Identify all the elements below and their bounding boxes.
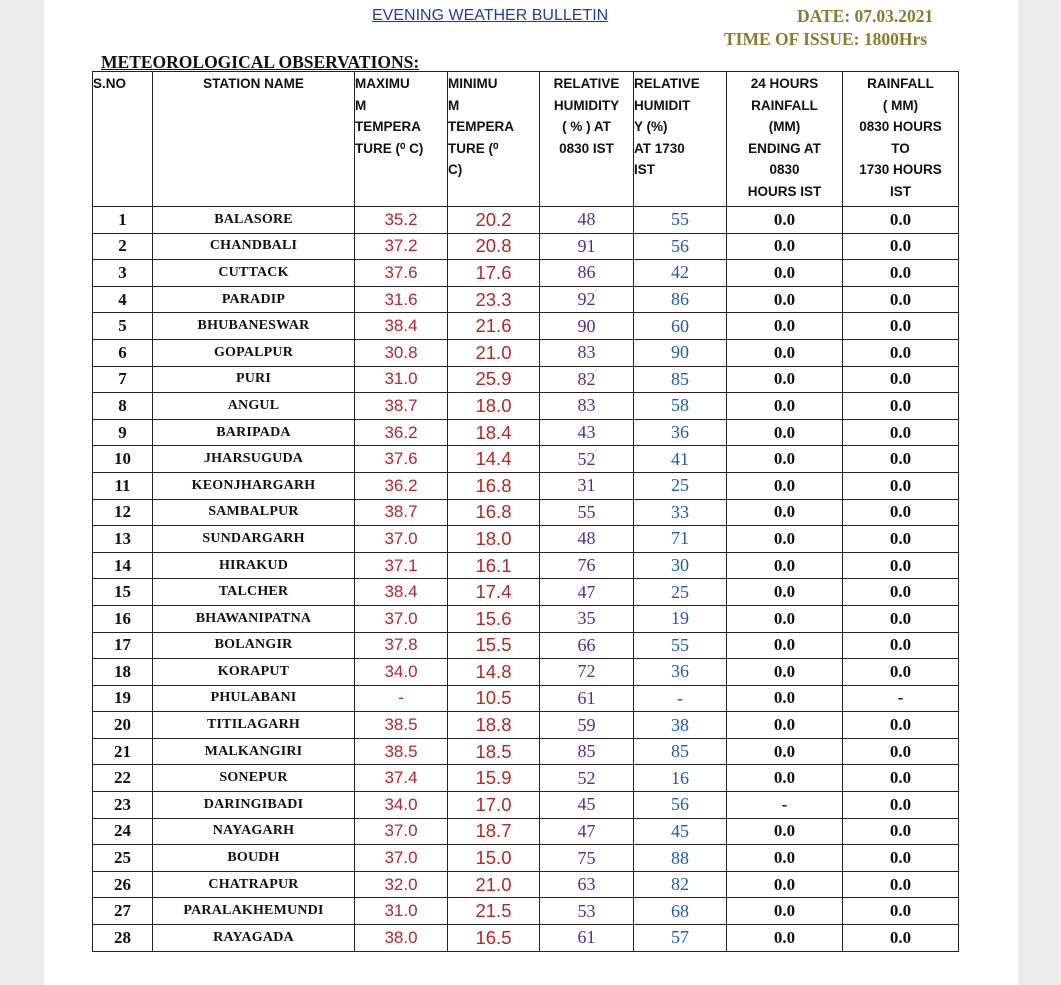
cell-max-temp: 37.4 xyxy=(355,765,448,792)
cell-day-rainfall: 0.0 xyxy=(843,659,959,686)
header-line: 0830 xyxy=(769,162,800,178)
header-line: 0830 IST xyxy=(559,140,614,156)
header-line: HOURS IST xyxy=(747,183,822,199)
header-line: IST xyxy=(634,162,656,178)
cell-day-rainfall: 0.0 xyxy=(843,526,959,553)
header-line: HUMIDITY xyxy=(553,97,620,113)
cell-max-temp: 38.0 xyxy=(355,925,448,952)
cell-max-temp: 37.6 xyxy=(355,260,448,287)
cell-day-rainfall: - xyxy=(843,685,959,712)
cell-max-temp: 37.2 xyxy=(355,233,448,260)
cell-rh-0830: 83 xyxy=(540,339,634,366)
cell-rh-0830: 52 xyxy=(540,446,634,473)
cell-rh-1730: 58 xyxy=(634,393,727,420)
header-line: C) xyxy=(448,162,463,178)
cell-max-temp: 37.0 xyxy=(355,526,448,553)
header-max-temp xyxy=(355,72,448,207)
cell-station-name: JHARSUGUDA xyxy=(153,446,355,473)
cell-rh-0830: 52 xyxy=(540,765,634,792)
table-row xyxy=(93,313,959,340)
cell-min-temp: 15.6 xyxy=(448,605,540,632)
cell-station-name: KORAPUT xyxy=(153,659,355,686)
cell-sno: 20 xyxy=(93,712,153,739)
cell-sno: 17 xyxy=(93,632,153,659)
header-line: M xyxy=(448,97,460,113)
cell-day-rainfall: 0.0 xyxy=(843,260,959,287)
cell-sno: 28 xyxy=(93,925,153,952)
cell-min-temp: 20.8 xyxy=(448,233,540,260)
header-line: MINIMU xyxy=(448,76,498,91)
header-line: TEMPERA xyxy=(448,119,515,135)
cell-station-name: SUNDARGARH xyxy=(153,526,355,553)
cell-sno: 3 xyxy=(93,260,153,287)
header-day-rainfall xyxy=(843,72,959,207)
cell-day-rainfall: 0.0 xyxy=(843,792,959,819)
cell-rh-0830: 63 xyxy=(540,871,634,898)
cell-24h-rainfall: 0.0 xyxy=(727,499,843,526)
cell-max-temp: 38.7 xyxy=(355,499,448,526)
cell-min-temp: 21.5 xyxy=(448,898,540,925)
cell-max-temp: 31.0 xyxy=(355,898,448,925)
cell-station-name: CHATRAPUR xyxy=(153,871,355,898)
cell-station-name: SAMBALPUR xyxy=(153,499,355,526)
table-row xyxy=(93,366,959,393)
cell-24h-rainfall: 0.0 xyxy=(727,552,843,579)
header-line: Y (%) xyxy=(634,119,668,135)
cell-rh-0830: 91 xyxy=(540,233,634,260)
cell-24h-rainfall: 0.0 xyxy=(727,579,843,606)
cell-24h-rainfall: 0.0 xyxy=(727,207,843,234)
header-line: TURE (⁰ C) xyxy=(355,140,424,156)
cell-rh-0830: 75 xyxy=(540,845,634,872)
cell-rh-0830: 48 xyxy=(540,526,634,553)
cell-24h-rainfall: 0.0 xyxy=(727,925,843,952)
cell-sno: 12 xyxy=(93,499,153,526)
cell-24h-rainfall: 0.0 xyxy=(727,286,843,313)
table-row xyxy=(93,526,959,553)
cell-min-temp: 15.0 xyxy=(448,845,540,872)
table-row xyxy=(93,446,959,473)
cell-station-name: KEONJHARGARH xyxy=(153,472,355,499)
cell-day-rainfall: 0.0 xyxy=(843,552,959,579)
cell-rh-1730: 57 xyxy=(634,925,727,952)
cell-max-temp: 37.0 xyxy=(355,845,448,872)
cell-rh-1730: 19 xyxy=(634,605,727,632)
time-of-issue: TIME OF ISSUE: 1800Hrs xyxy=(724,29,928,49)
cell-rh-0830: 82 xyxy=(540,366,634,393)
cell-max-temp: 32.0 xyxy=(355,871,448,898)
cell-min-temp: 21.0 xyxy=(448,339,540,366)
cell-rh-1730: 88 xyxy=(634,845,727,872)
cell-day-rainfall: 0.0 xyxy=(843,579,959,606)
cell-24h-rainfall: 0.0 xyxy=(727,313,843,340)
cell-rh-0830: 35 xyxy=(540,605,634,632)
section-title: METEOROLOGICAL OBSERVATIONS: xyxy=(101,52,420,72)
cell-day-rainfall: 0.0 xyxy=(843,738,959,765)
observations-table xyxy=(92,71,959,952)
cell-rh-1730: 56 xyxy=(634,233,727,260)
cell-day-rainfall: 0.0 xyxy=(843,393,959,420)
cell-rh-1730: 25 xyxy=(634,579,727,606)
cell-rh-1730: 86 xyxy=(634,286,727,313)
cell-rh-1730: 55 xyxy=(634,632,727,659)
cell-min-temp: 21.0 xyxy=(448,871,540,898)
cell-sno: 14 xyxy=(93,552,153,579)
cell-24h-rainfall: 0.0 xyxy=(727,871,843,898)
table-row xyxy=(93,685,959,712)
header-24h-rainfall xyxy=(727,72,843,207)
cell-rh-1730: 30 xyxy=(634,552,727,579)
table-row xyxy=(93,765,959,792)
bulletin-title: EVENING WEATHER BULLETIN xyxy=(372,7,609,24)
cell-station-name: CHANDBALI xyxy=(153,233,355,260)
cell-rh-0830: 43 xyxy=(540,419,634,446)
cell-min-temp: 18.0 xyxy=(448,526,540,553)
cell-min-temp: 14.8 xyxy=(448,659,540,686)
cell-rh-0830: 31 xyxy=(540,472,634,499)
cell-sno: 11 xyxy=(93,472,153,499)
cell-max-temp: 35.2 xyxy=(355,207,448,234)
cell-24h-rainfall: 0.0 xyxy=(727,898,843,925)
header-line: M xyxy=(355,97,367,113)
cell-day-rainfall: 0.0 xyxy=(843,313,959,340)
cell-24h-rainfall: 0.0 xyxy=(727,632,843,659)
header-line: ENDING AT xyxy=(748,140,821,156)
cell-rh-1730: 38 xyxy=(634,712,727,739)
header-min-temp xyxy=(448,72,540,207)
cell-min-temp: 18.4 xyxy=(448,419,540,446)
header-line: AT 1730 xyxy=(634,140,685,156)
cell-station-name: BOLANGIR xyxy=(153,632,355,659)
header-line: HUMIDIT xyxy=(634,97,691,113)
cell-day-rainfall: 0.0 xyxy=(843,286,959,313)
cell-max-temp: 37.8 xyxy=(355,632,448,659)
table-row xyxy=(93,393,959,420)
cell-min-temp: 16.1 xyxy=(448,552,540,579)
cell-day-rainfall: 0.0 xyxy=(843,446,959,473)
cell-24h-rainfall: 0.0 xyxy=(727,605,843,632)
table-row xyxy=(93,898,959,925)
cell-station-name: GOPALPUR xyxy=(153,339,355,366)
cell-rh-0830: 55 xyxy=(540,499,634,526)
cell-sno: 10 xyxy=(93,446,153,473)
cell-station-name: PARALAKHEMUNDI xyxy=(153,898,355,925)
cell-station-name: PHULABANI xyxy=(153,685,355,712)
cell-day-rainfall: 0.0 xyxy=(843,632,959,659)
cell-sno: 19 xyxy=(93,685,153,712)
cell-max-temp: 38.4 xyxy=(355,313,448,340)
cell-min-temp: 23.3 xyxy=(448,286,540,313)
cell-rh-1730: 41 xyxy=(634,446,727,473)
cell-rh-1730: 45 xyxy=(634,818,727,845)
cell-rh-0830: 66 xyxy=(540,632,634,659)
cell-sno: 6 xyxy=(93,339,153,366)
table-row xyxy=(93,871,959,898)
cell-day-rainfall: 0.0 xyxy=(843,898,959,925)
cell-24h-rainfall: 0.0 xyxy=(727,393,843,420)
cell-sno: 22 xyxy=(93,765,153,792)
cell-day-rainfall: 0.0 xyxy=(843,818,959,845)
cell-station-name: SONEPUR xyxy=(153,765,355,792)
cell-max-temp: 37.0 xyxy=(355,605,448,632)
cell-station-name: CUTTACK xyxy=(153,260,355,287)
cell-rh-1730: 36 xyxy=(634,419,727,446)
cell-sno: 5 xyxy=(93,313,153,340)
cell-min-temp: 18.7 xyxy=(448,818,540,845)
cell-24h-rainfall: 0.0 xyxy=(727,419,843,446)
cell-rh-1730: 82 xyxy=(634,871,727,898)
cell-rh-1730: 25 xyxy=(634,472,727,499)
cell-sno: 25 xyxy=(93,845,153,872)
cell-rh-0830: 47 xyxy=(540,818,634,845)
cell-max-temp: 37.6 xyxy=(355,446,448,473)
cell-24h-rainfall: 0.0 xyxy=(727,845,843,872)
cell-day-rainfall: 0.0 xyxy=(843,845,959,872)
cell-sno: 8 xyxy=(93,393,153,420)
cell-sno: 23 xyxy=(93,792,153,819)
cell-station-name: DARINGIBADI xyxy=(153,792,355,819)
cell-sno: 24 xyxy=(93,818,153,845)
table-row xyxy=(93,499,959,526)
cell-day-rainfall: 0.0 xyxy=(843,712,959,739)
cell-rh-0830: 59 xyxy=(540,712,634,739)
cell-sno: 7 xyxy=(93,366,153,393)
header-line: TEMPERA xyxy=(355,119,422,135)
cell-rh-1730: 71 xyxy=(634,526,727,553)
cell-min-temp: 18.0 xyxy=(448,393,540,420)
cell-day-rainfall: 0.0 xyxy=(843,765,959,792)
header-sno: S.NO xyxy=(93,72,153,207)
cell-sno: 26 xyxy=(93,871,153,898)
cell-rh-1730: 55 xyxy=(634,207,727,234)
cell-station-name: RAYAGADA xyxy=(153,925,355,952)
cell-station-name: BARIPADA xyxy=(153,419,355,446)
cell-max-temp: 31.6 xyxy=(355,286,448,313)
cell-rh-0830: 76 xyxy=(540,552,634,579)
table-row xyxy=(93,818,959,845)
table-row xyxy=(93,632,959,659)
header-line: ( MM) xyxy=(882,97,919,113)
cell-min-temp: 15.5 xyxy=(448,632,540,659)
header-line: RAINFALL xyxy=(751,97,818,113)
cell-24h-rainfall: 0.0 xyxy=(727,339,843,366)
cell-rh-1730: 85 xyxy=(634,738,727,765)
table-row xyxy=(93,472,959,499)
cell-max-temp: 38.5 xyxy=(355,712,448,739)
cell-rh-0830: 48 xyxy=(540,207,634,234)
cell-24h-rainfall: 0.0 xyxy=(727,738,843,765)
cell-rh-1730: 33 xyxy=(634,499,727,526)
table-row xyxy=(93,579,959,606)
cell-day-rainfall: 0.0 xyxy=(843,366,959,393)
cell-day-rainfall: 0.0 xyxy=(843,419,959,446)
cell-station-name: HIRAKUD xyxy=(153,552,355,579)
cell-sno: 18 xyxy=(93,659,153,686)
table-row xyxy=(93,339,959,366)
table-row xyxy=(93,207,959,234)
cell-day-rainfall: 0.0 xyxy=(843,339,959,366)
cell-min-temp: 16.8 xyxy=(448,499,540,526)
cell-sno: 13 xyxy=(93,526,153,553)
table-row xyxy=(93,605,959,632)
cell-rh-0830: 90 xyxy=(540,313,634,340)
cell-rh-0830: 83 xyxy=(540,393,634,420)
cell-min-temp: 20.2 xyxy=(448,207,540,234)
cell-day-rainfall: 0.0 xyxy=(843,207,959,234)
cell-max-temp: 38.4 xyxy=(355,579,448,606)
cell-min-temp: 17.6 xyxy=(448,260,540,287)
cell-day-rainfall: 0.0 xyxy=(843,472,959,499)
table-row xyxy=(93,260,959,287)
cell-station-name: NAYAGARH xyxy=(153,818,355,845)
header-line: 24 HOURS xyxy=(750,76,819,91)
cell-24h-rainfall: - xyxy=(727,792,843,819)
cell-24h-rainfall: 0.0 xyxy=(727,260,843,287)
cell-24h-rainfall: 0.0 xyxy=(727,818,843,845)
table-row xyxy=(93,552,959,579)
cell-rh-0830: 92 xyxy=(540,286,634,313)
cell-24h-rainfall: 0.0 xyxy=(727,446,843,473)
cell-min-temp: 10.5 xyxy=(448,685,540,712)
header-line: TURE (⁰ xyxy=(448,140,499,156)
cell-max-temp: 37.1 xyxy=(355,552,448,579)
cell-sno: 15 xyxy=(93,579,153,606)
cell-day-rainfall: 0.0 xyxy=(843,499,959,526)
cell-rh-0830: 72 xyxy=(540,659,634,686)
cell-max-temp: 37.0 xyxy=(355,818,448,845)
cell-rh-1730: 36 xyxy=(634,659,727,686)
cell-min-temp: 14.4 xyxy=(448,446,540,473)
cell-rh-0830: 53 xyxy=(540,898,634,925)
header-line: RELATIVE xyxy=(634,76,700,91)
table-row xyxy=(93,419,959,446)
cell-min-temp: 17.0 xyxy=(448,792,540,819)
table-row xyxy=(93,712,959,739)
cell-day-rainfall: 0.0 xyxy=(843,925,959,952)
cell-rh-0830: 47 xyxy=(540,579,634,606)
cell-sno: 16 xyxy=(93,605,153,632)
cell-rh-0830: 86 xyxy=(540,260,634,287)
cell-station-name: BHAWANIPATNA xyxy=(153,605,355,632)
header-line: MAXIMU xyxy=(355,76,410,91)
cell-station-name: TALCHER xyxy=(153,579,355,606)
table-row xyxy=(93,845,959,872)
cell-rh-1730: 16 xyxy=(634,765,727,792)
table-row xyxy=(93,286,959,313)
cell-station-name: BHUBANESWAR xyxy=(153,313,355,340)
cell-sno: 27 xyxy=(93,898,153,925)
table-row xyxy=(93,659,959,686)
cell-sno: 2 xyxy=(93,233,153,260)
table-row xyxy=(93,738,959,765)
cell-24h-rainfall: 0.0 xyxy=(727,233,843,260)
cell-max-temp: 36.2 xyxy=(355,419,448,446)
cell-24h-rainfall: 0.0 xyxy=(727,366,843,393)
cell-max-temp: 31.0 xyxy=(355,366,448,393)
cell-sno: 21 xyxy=(93,738,153,765)
cell-min-temp: 15.9 xyxy=(448,765,540,792)
cell-24h-rainfall: 0.0 xyxy=(727,712,843,739)
header-station-name: STATION NAME xyxy=(153,72,355,207)
header-line: ( % ) AT xyxy=(562,119,611,135)
cell-sno: 1 xyxy=(93,207,153,234)
cell-rh-1730: 68 xyxy=(634,898,727,925)
cell-sno: 9 xyxy=(93,419,153,446)
cell-rh-0830: 85 xyxy=(540,738,634,765)
cell-station-name: BALASORE xyxy=(153,207,355,234)
header-rh-0830 xyxy=(540,72,634,207)
cell-rh-0830: 61 xyxy=(540,685,634,712)
header-rh-1730 xyxy=(634,72,727,207)
header-line: 0830 HOURS xyxy=(859,119,942,135)
cell-min-temp: 18.5 xyxy=(448,738,540,765)
cell-max-temp: 36.2 xyxy=(355,472,448,499)
observations-body xyxy=(93,207,959,952)
cell-24h-rainfall: 0.0 xyxy=(727,472,843,499)
cell-max-temp: 38.5 xyxy=(355,738,448,765)
cell-station-name: TITILAGARH xyxy=(153,712,355,739)
cell-rh-1730: 56 xyxy=(634,792,727,819)
cell-min-temp: 17.4 xyxy=(448,579,540,606)
cell-rh-1730: 90 xyxy=(634,339,727,366)
cell-station-name: ANGUL xyxy=(153,393,355,420)
cell-min-temp: 18.8 xyxy=(448,712,540,739)
cell-min-temp: 16.5 xyxy=(448,925,540,952)
cell-rh-0830: 45 xyxy=(540,792,634,819)
header-line: RELATIVE xyxy=(553,76,620,91)
cell-max-temp: 34.0 xyxy=(355,659,448,686)
cell-max-temp: 34.0 xyxy=(355,792,448,819)
cell-min-temp: 25.9 xyxy=(448,366,540,393)
cell-24h-rainfall: 0.0 xyxy=(727,526,843,553)
header-line: TO xyxy=(891,140,910,156)
cell-24h-rainfall: 0.0 xyxy=(727,685,843,712)
cell-max-temp: 30.8 xyxy=(355,339,448,366)
cell-day-rainfall: 0.0 xyxy=(843,871,959,898)
cell-station-name: MALKANGIRI xyxy=(153,738,355,765)
cell-station-name: PURI xyxy=(153,366,355,393)
cell-rh-1730: 85 xyxy=(634,366,727,393)
bulletin-date: DATE: 07.03.2021 xyxy=(797,6,934,26)
table-row xyxy=(93,233,959,260)
header-line: 1730 HOURS xyxy=(859,162,942,178)
cell-day-rainfall: 0.0 xyxy=(843,605,959,632)
cell-24h-rainfall: 0.0 xyxy=(727,659,843,686)
cell-rh-0830: 61 xyxy=(540,925,634,952)
cell-station-name: BOUDH xyxy=(153,845,355,872)
header-line: IST xyxy=(889,183,911,199)
cell-min-temp: 21.6 xyxy=(448,313,540,340)
cell-rh-1730: 60 xyxy=(634,313,727,340)
header-row xyxy=(93,72,959,207)
cell-station-name: PARADIP xyxy=(153,286,355,313)
cell-24h-rainfall: 0.0 xyxy=(727,765,843,792)
cell-rh-1730: - xyxy=(634,685,727,712)
cell-sno: 4 xyxy=(93,286,153,313)
header-line: RAINFALL xyxy=(867,76,934,91)
cell-max-temp: 38.7 xyxy=(355,393,448,420)
header-line: (MM) xyxy=(768,119,801,135)
table-row xyxy=(93,792,959,819)
cell-day-rainfall: 0.0 xyxy=(843,233,959,260)
cell-rh-1730: 42 xyxy=(634,260,727,287)
cell-min-temp: 16.8 xyxy=(448,472,540,499)
cell-max-temp: - xyxy=(355,685,448,712)
table-row xyxy=(93,925,959,952)
